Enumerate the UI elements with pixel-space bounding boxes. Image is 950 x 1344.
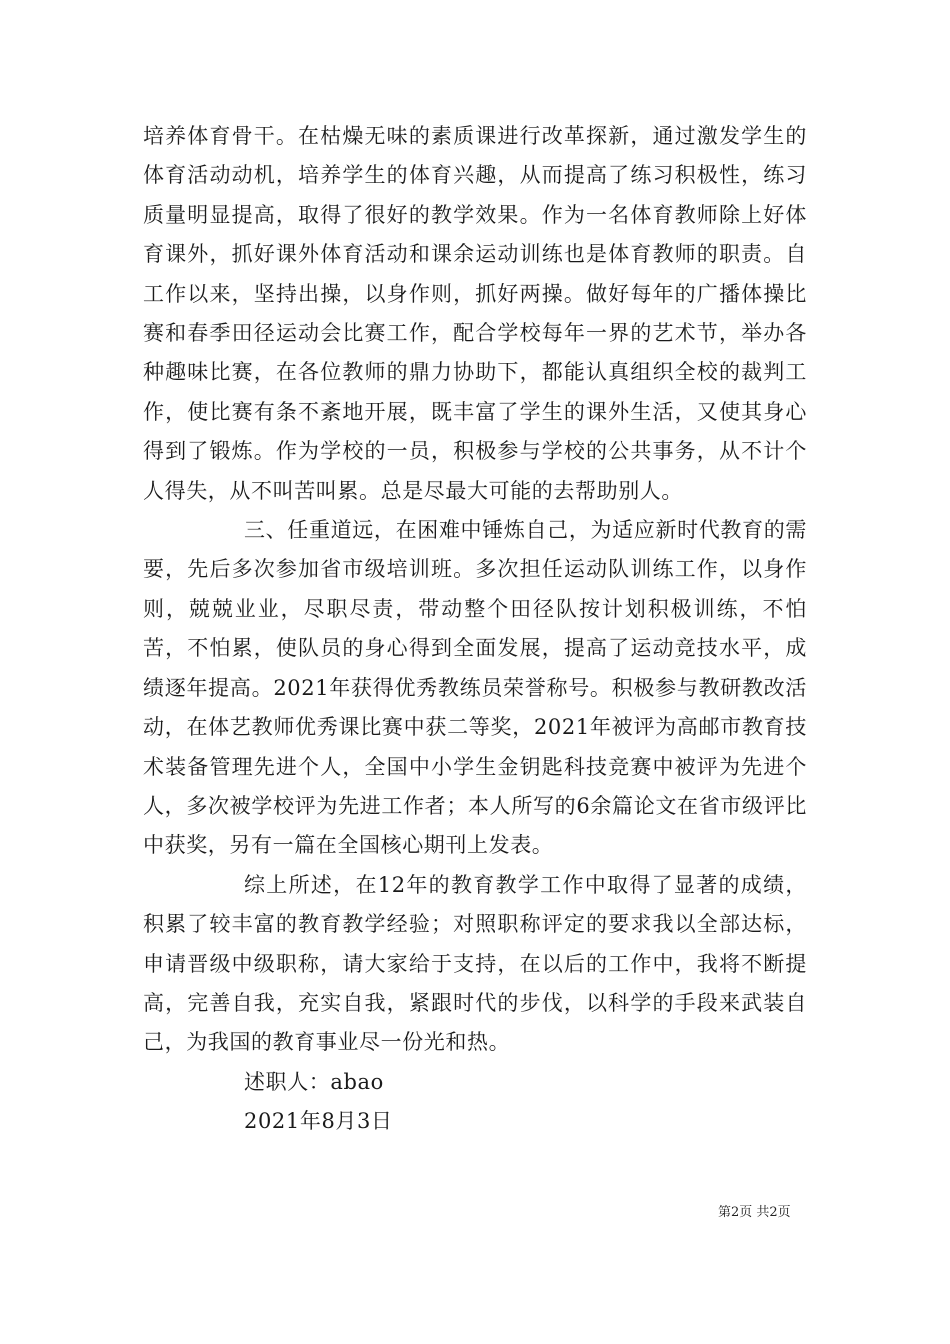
paragraph-section-three: 三、任重道远，在困难中锤炼自己，为适应新时代教育的需要，先后多次参加省市级培训班。多次担任运动队训练工作，以身作则，兢兢业业，尽职尽责，带动整个田径队按计划积极训练，不怕苦，不怕累，使队员的身心得到全面发展，提高了运动竞技水平，成绩逐年提高。2021年获得优秀教练员荣誉称号。积极参与教研教改活动，在体艺教师优秀课比赛中获二等奖，2021年被评为高邮市教育技术装备管理先进个人，全国中小学生金钥匙科技竞赛中被评为先进个人，多次被学校评为先进工作者；本人所写的6余篇论文在省市级评比中获奖，另有一篇在全国核心期刊上发表。 (143, 518, 807, 858)
paragraph-summary: 综上所述，在12年的教育教学工作中取得了显著的成绩，积累了较丰富的教育教学经验；对照职称评定的要求我以全部达标，申请晋级中级职称，请大家给于支持，在以后的工作中，我将不断提高，完善自我，充实自我，紧跟时代的步伐，以科学的手段来武装自己，为我国的教育事业尽一份光和热。 (143, 872, 807, 1055)
date-line: 2021年8月3日 (244, 1109, 393, 1134)
document-body (143, 117, 807, 1142)
page-number-footer: 第2页 共2页 (718, 1205, 791, 1220)
paragraph-continuation: 培养体育骨干。在枯燥无味的素质课进行改革探新，通过激发学生的体育活动动机，培养学生的体育兴趣，从而提高了练习积极性，练习质量明显提高，取得了很好的教学效果。作为一名体育教师除上好体育课外，抓好课外体育活动和课余运动训练也是体育教师的职责。自工作以来，坚持出操，以身作则，抓好两操。做好每年的广播体操比赛和春季田径运动会比赛工作，配合学校每年一界的艺术节，举办各种趣味比赛，在各位教师的鼎力协助下，都能认真组织全校的裁判工作，使比赛有条不紊地开展，既丰富了学生的课外生活，又使其身心得到了锻炼。作为学校的一员，积极参与学校的公共事务，从不计个人得失，从不叫苦叫累。总是尽最大可能的去帮助别人。 (143, 124, 807, 503)
signature-line: 述职人：abao (244, 1069, 384, 1094)
